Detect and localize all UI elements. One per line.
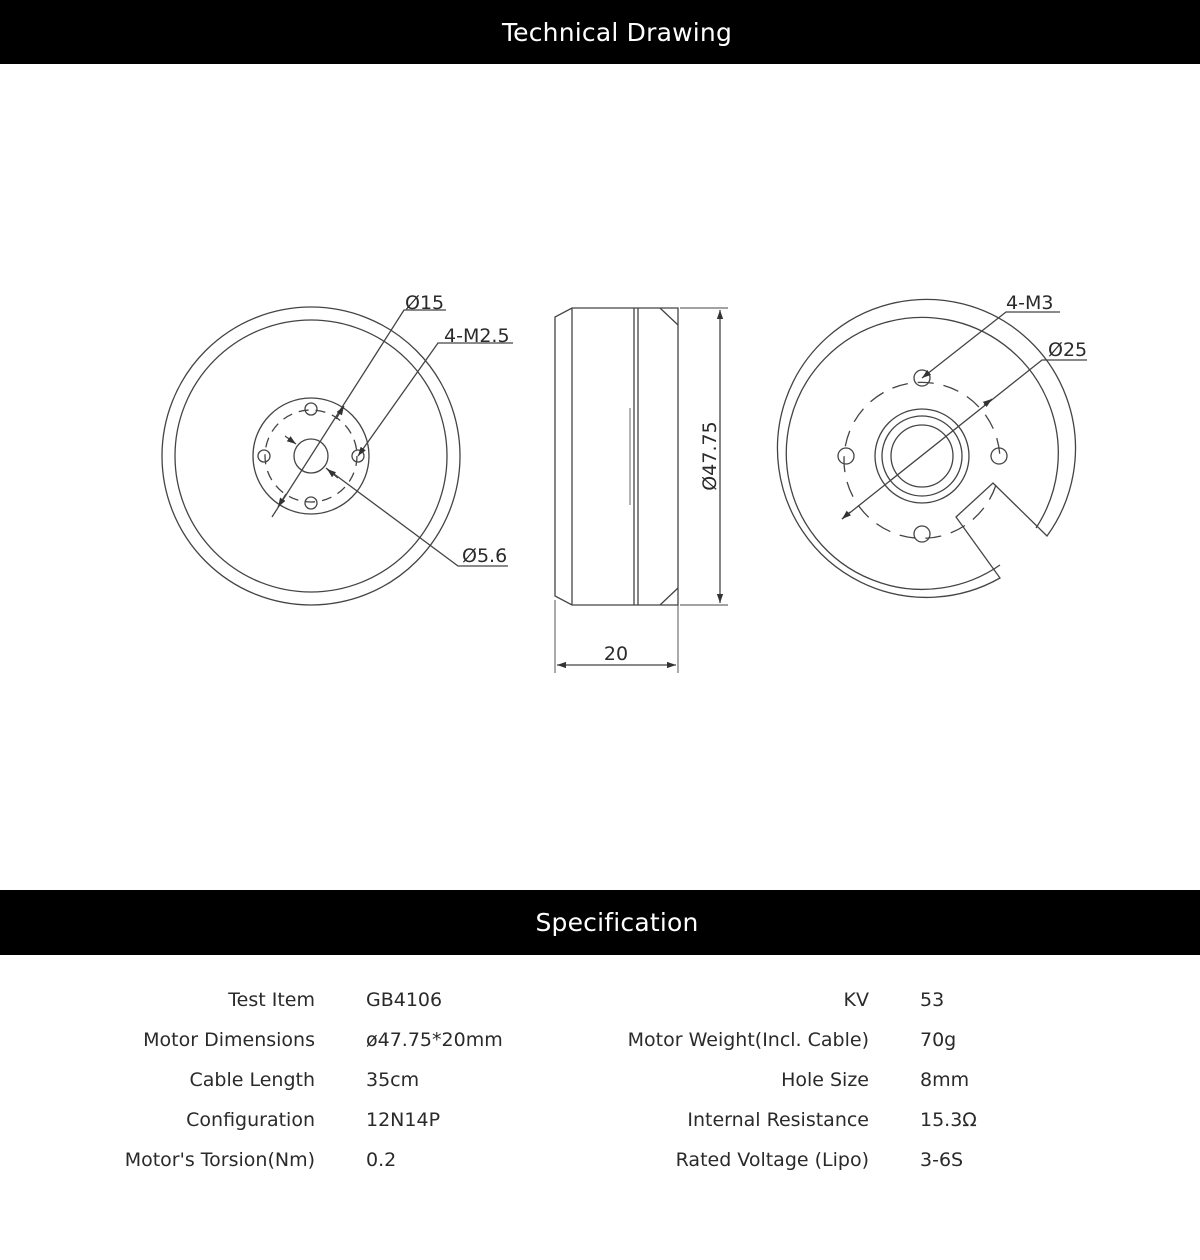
spec-value: GB4106 <box>366 989 443 1011</box>
front-center-label: Ø5.6 <box>462 545 508 567</box>
spec-value: 53 <box>920 989 945 1011</box>
technical-drawing-title: Technical Drawing <box>501 17 733 47</box>
side-diameter-label: Ø47.75 <box>699 421 721 491</box>
front-shaft-leader <box>272 310 446 517</box>
technical-drawing-header <box>0 0 1200 64</box>
spec-value: 70g <box>920 1029 957 1051</box>
specification-header <box>0 890 1200 955</box>
spec-value: ø47.75*20mm <box>366 1029 503 1051</box>
side-height-label: 20 <box>603 643 629 665</box>
front-view <box>162 307 513 605</box>
spec-label: Internal Resistance <box>687 1109 869 1131</box>
back-bolt-label: Ø25 <box>1048 339 1088 361</box>
front-mount-hole-left <box>258 450 270 462</box>
technical-drawing <box>0 64 1200 890</box>
back-mount-label: 4-M3 <box>1006 292 1054 314</box>
spec-row <box>0 1020 1200 1060</box>
spec-label: Cable Length <box>189 1069 315 1091</box>
spec-label: Motor Weight(Incl. Cable) <box>627 1029 869 1051</box>
spec-label: Configuration <box>186 1109 315 1131</box>
front-mount-hole-bottom <box>305 497 317 509</box>
back-mount-leader <box>922 312 1060 378</box>
back-bolt-circle <box>844 382 1000 538</box>
spec-label: Rated Voltage (Lipo) <box>675 1149 869 1171</box>
back-mount-hole-left <box>838 448 854 464</box>
back-mount-hole-bottom <box>914 526 930 542</box>
spec-row <box>0 980 1200 1020</box>
spec-row <box>0 1060 1200 1100</box>
spec-label: Motor Dimensions <box>143 1029 315 1051</box>
front-mount-label: 4-M2.5 <box>444 325 510 347</box>
spec-value: 35cm <box>366 1069 420 1091</box>
spec-label: KV <box>843 989 869 1011</box>
front-mount-hole-top <box>305 403 317 415</box>
back-view <box>777 299 1087 597</box>
back-outer-rim <box>777 299 1075 597</box>
spec-label: Test Item <box>228 989 315 1011</box>
front-shaft-label: Ø15 <box>405 292 445 314</box>
front-center-leader <box>285 436 296 444</box>
spec-row <box>0 1100 1200 1140</box>
back-bolt-leader <box>842 360 1087 519</box>
side-outline <box>555 308 678 605</box>
spec-value: 15.3Ω <box>920 1109 977 1131</box>
spec-value: 0.2 <box>366 1149 397 1171</box>
spec-label: Hole Size <box>781 1069 869 1091</box>
spec-value: 12N14P <box>366 1109 441 1131</box>
spec-label: Motor's Torsion(Nm) <box>124 1149 315 1171</box>
back-inner-rim <box>786 317 1058 589</box>
specification-title: Specification <box>535 908 699 937</box>
spec-row <box>0 1140 1200 1180</box>
front-mount-leader <box>358 343 513 456</box>
spec-value: 3-6S <box>920 1149 964 1171</box>
spec-value: 8mm <box>920 1069 970 1091</box>
